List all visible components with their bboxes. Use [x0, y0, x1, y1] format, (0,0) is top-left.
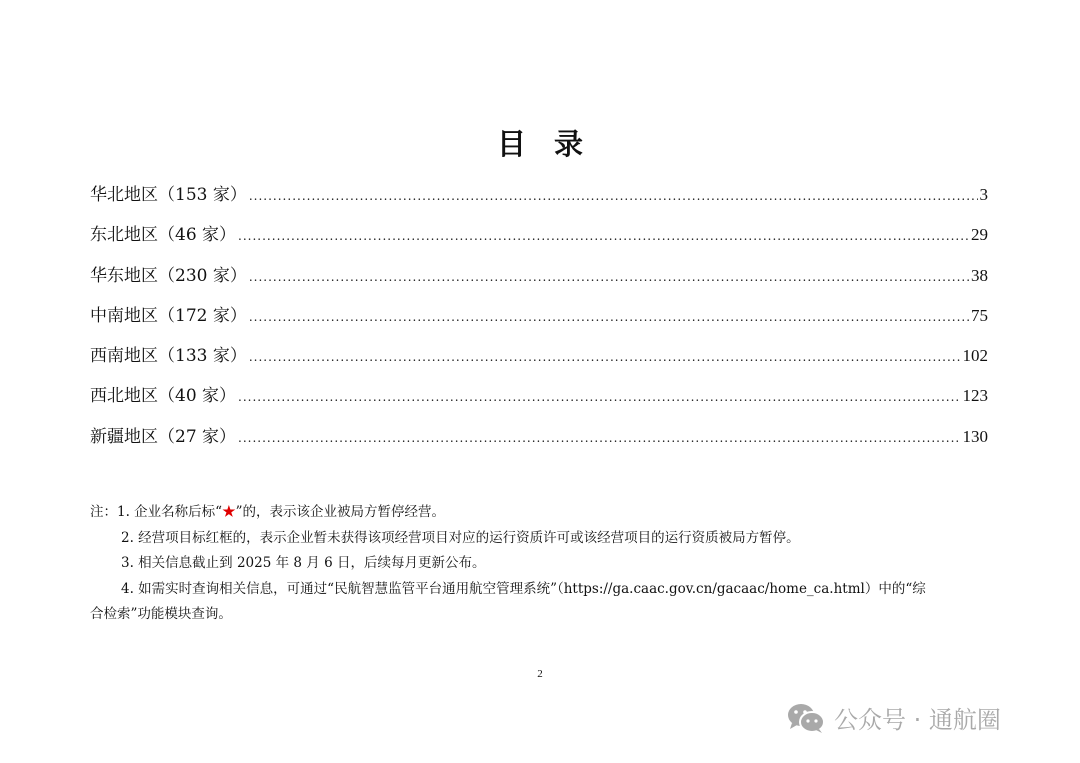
toc-entry[interactable] — [90, 220, 988, 260]
note-1 — [90, 500, 990, 526]
toc-label: 西北地区（40 家） — [90, 386, 237, 407]
dot-leader — [249, 350, 961, 364]
dot-leader — [238, 229, 969, 243]
toc-page: 130 — [962, 426, 988, 446]
toc-entry[interactable] — [90, 180, 988, 220]
star-icon: ★ — [222, 504, 236, 520]
toc-page: 38 — [971, 265, 988, 285]
toc-page: 75 — [971, 305, 988, 325]
page-title: 目录 — [496, 127, 611, 161]
watermark — [786, 700, 1001, 735]
note-3: 3. 相关信息截止到 2025 年 8 月 6 日，后续每月更新公布。 — [121, 555, 486, 571]
note-4-continued: 合检索”功能模块查询。 — [90, 606, 232, 622]
toc-entry[interactable] — [90, 381, 988, 421]
toc-page: 102 — [962, 346, 988, 366]
toc-entry[interactable] — [90, 301, 988, 341]
dot-leader — [249, 310, 969, 324]
dot-leader — [249, 270, 969, 284]
dot-leader — [249, 189, 978, 203]
toc-entry[interactable] — [90, 422, 988, 462]
dot-leader — [238, 390, 960, 404]
notes — [90, 500, 990, 628]
toc-label: 华北地区（153 家） — [90, 185, 247, 205]
toc-label: 西南地区（133 家） — [90, 346, 247, 367]
toc-label: 中南地区（172 家） — [90, 305, 247, 326]
watermark-text: 公众号 · 通航圈 — [834, 706, 1001, 734]
dot-leader — [238, 431, 960, 445]
note-text: 注：1. 企业名称后标“ — [90, 504, 223, 520]
toc-entry[interactable] — [90, 261, 988, 301]
toc-label: 华东地区（230 家） — [90, 265, 247, 286]
wechat-icon — [786, 702, 826, 734]
note-2: 2. 经营项目标红框的，表示企业暂未获得该项经营项目对应的运行资质许可或该经营项目的运行资质被局方暂停。 — [121, 529, 800, 546]
toc-label: 东北地区（46 家） — [90, 225, 237, 246]
toc-page: 29 — [971, 225, 988, 245]
toc-page: 123 — [962, 386, 988, 406]
note-4: 4. 如需实时查询相关信息，可通过“民航智慧监管平台通用航空管理系统”（https://ga.caac.gov.cn/gacaac/home_ca.html）中的“综 — [121, 580, 926, 597]
toc-page: 3 — [979, 185, 988, 204]
toc-label: 新疆地区（27 家） — [90, 426, 237, 447]
toc-entry[interactable] — [90, 341, 988, 381]
page-number: 2 — [537, 668, 543, 680]
note-text: ”的，表示该企业被局方暂停经营。 — [235, 504, 445, 520]
table-of-contents — [90, 180, 988, 462]
